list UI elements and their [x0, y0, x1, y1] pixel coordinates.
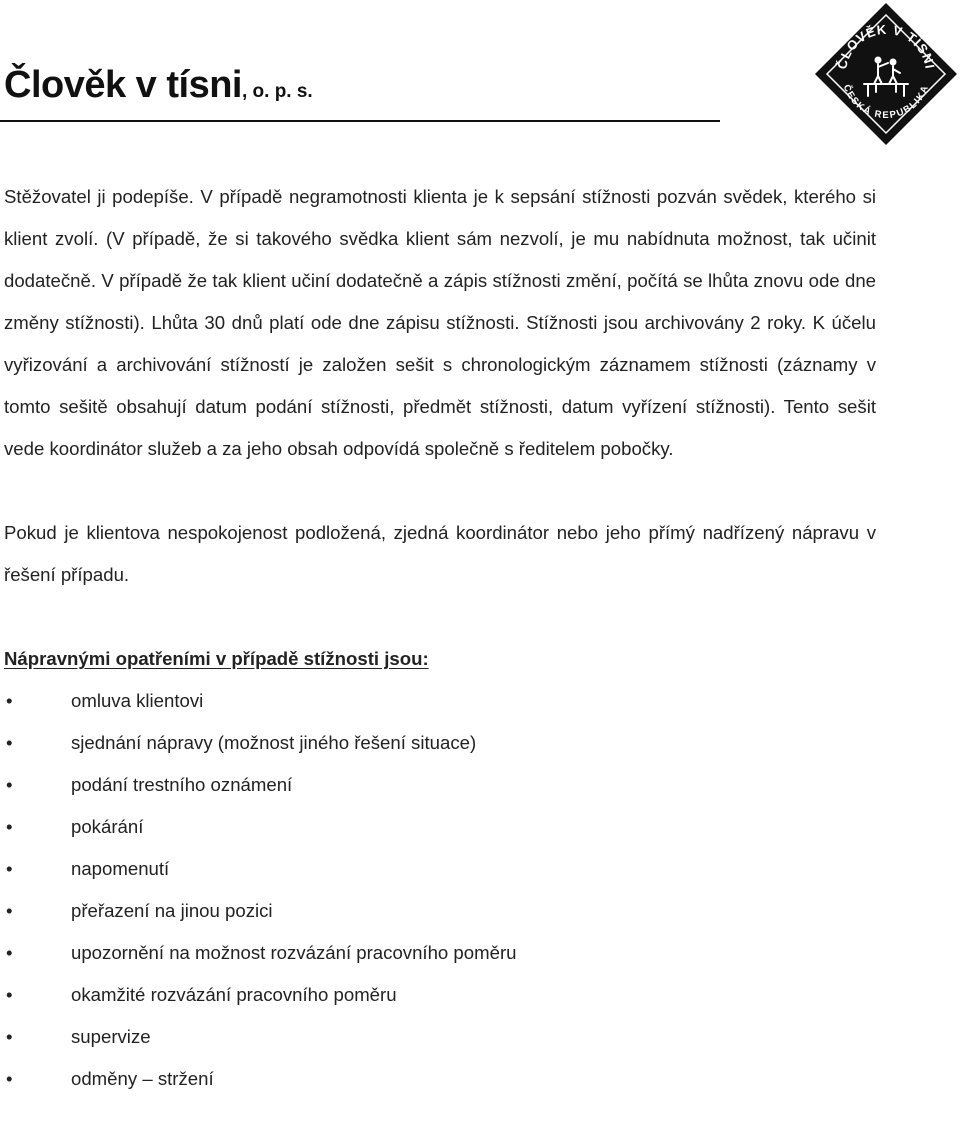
list-item-text: přeřazení na jinou pozici: [71, 900, 273, 921]
organization-name-suffix: , o. p. s.: [241, 81, 313, 102]
organization-name-main: Člověk v tísni: [4, 64, 242, 106]
list-item: [4, 722, 876, 764]
list-item: [4, 806, 876, 848]
bullet-icon: •: [6, 690, 13, 711]
list-item: [4, 848, 876, 890]
bullet-icon: •: [6, 732, 13, 753]
list-item-text: upozornění na možnost rozvázání pracovního poměru: [71, 942, 517, 963]
list-item-text: omluva klientovi: [71, 690, 204, 711]
bullet-icon: •: [6, 900, 13, 921]
logo-top-text: ČLOVĚK V TÍSNI: [834, 21, 938, 71]
list-item: [4, 680, 876, 722]
paragraph-complaint-procedure: Stěžovatel ji podepíše. V případě negramotnosti klienta je k sepsání stížnosti pozván svědek, kterého si klient zvolí. (V případě, že si takového svědka klient sám nezvolí, je mu nabídnuta možnost, tak učinit dodatečně. V případě že tak klient učiní dodatečně a zápis stížnosti změní, počítá se lhůta znovu ode dne změny stížnosti). Lhůta 30 dnů platí ode dne zápisu stížnosti. Stížnosti jsou archivovány 2 roky. K účelu vyřizování a archivování stížností je založen sešit s chronologickým záznamem stížnosti (záznamy v tomto sešitě obsahují datum podání stížnosti, předmět stížnosti, datum vyřízení stížnosti). Tento sešit vede koordinátor služeb a za jeho obsah odpovídá společně s ředitelem pobočky.: [4, 186, 876, 459]
list-item-text: odměny – stržení: [71, 1068, 214, 1089]
bullet-icon: •: [6, 1026, 13, 1047]
list-item: [4, 974, 876, 1016]
list-item-text: okamžité rozvázání pracovního poměru: [71, 984, 397, 1005]
list-item: [4, 932, 876, 974]
bullet-icon: •: [6, 1068, 13, 1089]
bullet-icon: •: [6, 774, 13, 795]
list-item: [4, 890, 876, 932]
bullet-icon: •: [6, 816, 13, 837]
list-item-text: sjednání nápravy (možnost jiného řešení situace): [71, 732, 477, 753]
header-divider: [0, 120, 720, 122]
list-item-text: podání trestního oznámení: [71, 774, 293, 795]
bullet-icon: •: [6, 942, 13, 963]
list-item: [4, 1016, 876, 1058]
list-item: [4, 764, 876, 806]
list-item-text: napomenutí: [71, 858, 170, 879]
measures-heading: Nápravnými opatřeními v případě stížnosti jsou:: [4, 648, 429, 669]
organization-seal-icon: [812, 0, 960, 148]
organization-name: [4, 66, 313, 104]
paragraph-remedy: Pokud je klientova nespokojenost podložená, zjedná koordinátor nebo jeho přímý nadřízený nápravu v řešení případu.: [4, 522, 876, 585]
list-item-text: supervize: [71, 1026, 151, 1047]
letterhead: [0, 0, 960, 150]
measures-list: [4, 680, 876, 1100]
logo-bottom-text: ČESKÁ REPUBLIKA: [840, 83, 932, 122]
list-item-text: pokárání: [71, 816, 144, 837]
document-body: [4, 176, 876, 1100]
bullet-icon: •: [6, 984, 13, 1005]
list-item: [4, 1058, 876, 1100]
bullet-icon: •: [6, 858, 13, 879]
